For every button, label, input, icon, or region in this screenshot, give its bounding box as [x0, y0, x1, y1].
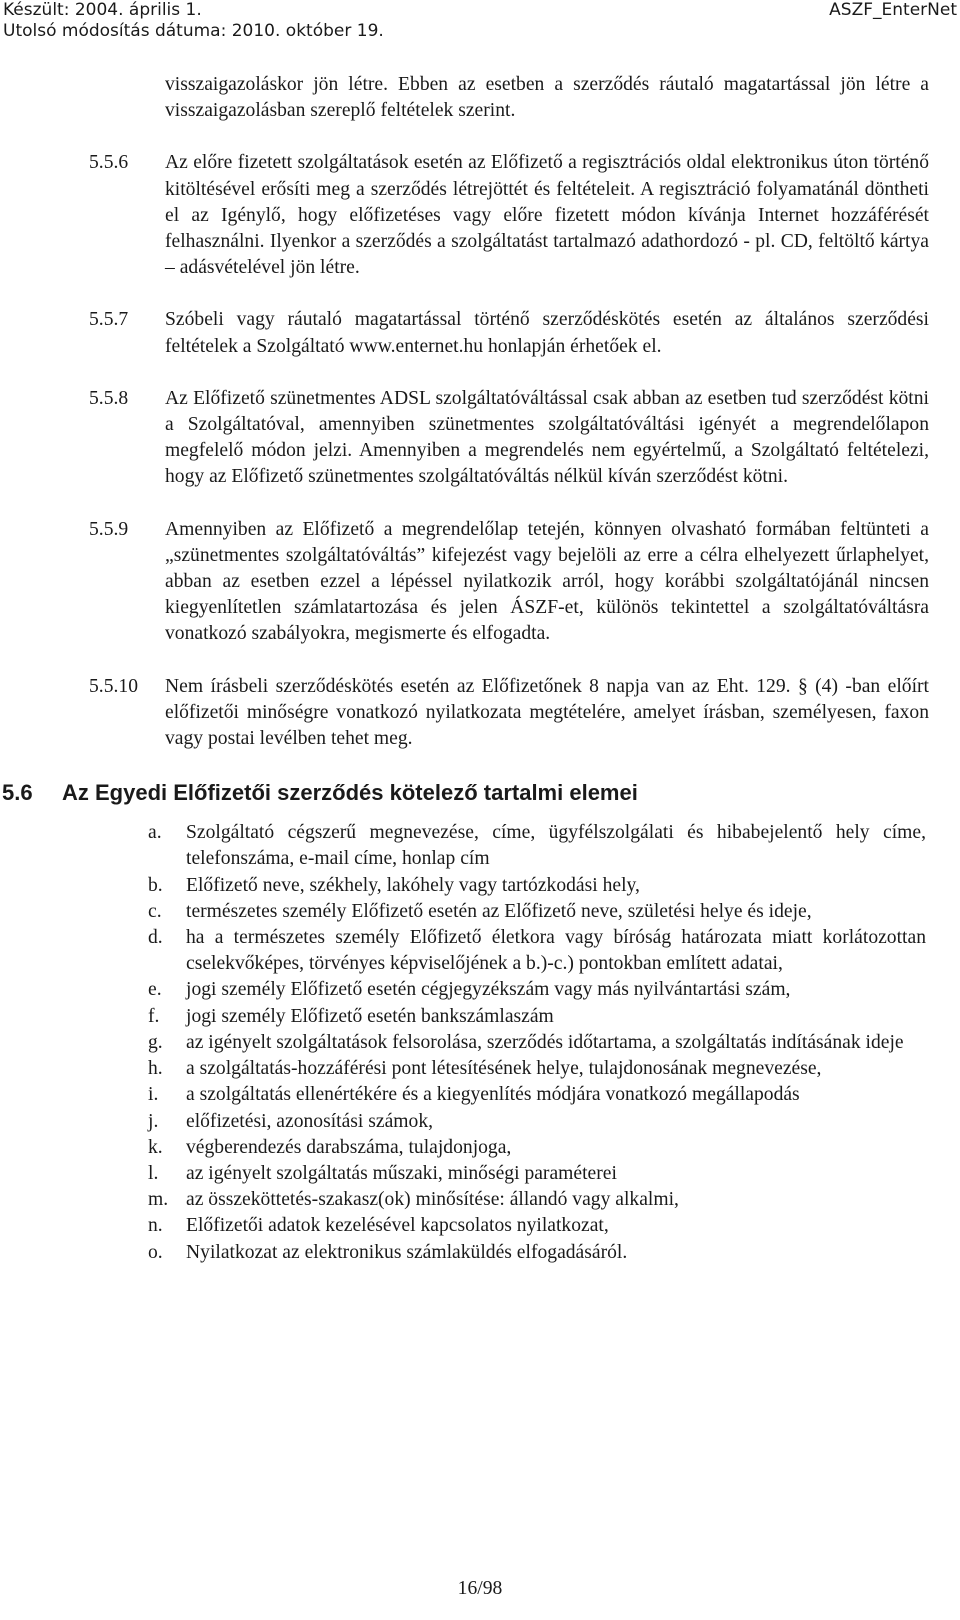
- list-item: [0, 873, 926, 899]
- list-item-text: Előfizető neve, székhely, lakóhely vagy tartózkodási hely,: [186, 874, 640, 896]
- list-item: [0, 1213, 926, 1239]
- list-item-text: végberendezés darabszáma, tulajdonjoga,: [186, 1136, 512, 1158]
- section-title: Az Egyedi Előfizetői szerződés kötelező tartalmi elemei: [62, 780, 638, 806]
- list-item-letter: f.: [148, 1005, 160, 1027]
- list-item-letter: c.: [148, 900, 162, 922]
- list-item-letter: k.: [148, 1136, 163, 1158]
- paragraph-text: Nem írásbeli szerződéskötés esetén az Előfizetőnek 8 napja van az Eht. 129. § (4) -ban előírt előfizetői minőségre vonatkozó nyilatkozata megtételére, amelyet írásban, személyesen, faxon vagy postai levélben tehet meg.: [165, 675, 929, 750]
- required-elements-list: [0, 820, 960, 1265]
- list-item: [0, 1109, 926, 1135]
- list-item-letter: a.: [148, 822, 162, 844]
- list-item: [0, 1187, 926, 1213]
- paragraph-5-5-10: [0, 674, 929, 753]
- list-item-letter: m.: [148, 1189, 169, 1211]
- intro-paragraph: [0, 72, 929, 124]
- paragraph-number: 5.5.10: [89, 675, 138, 697]
- list-item: [0, 820, 926, 872]
- paragraph-number: 5.5.9: [89, 518, 129, 540]
- list-item-text: természetes személy Előfizető esetén az Előfizető neve, születési helye és ideje,: [186, 900, 812, 922]
- paragraph-text: Szóbeli vagy ráutaló magatartással történő szerződéskötés esetén az általános szerződési feltételek a Szolgáltató www.enternet.hu honlapján érhetőek el.: [165, 309, 929, 357]
- list-item: [0, 899, 926, 925]
- list-item: [0, 1161, 926, 1187]
- list-item: [0, 1240, 926, 1266]
- paragraph-number: 5.5.7: [89, 309, 129, 331]
- section-heading: [0, 778, 960, 812]
- paragraph-5-5-8: [0, 386, 929, 491]
- section-number: 5.6: [2, 780, 33, 806]
- list-item-text: az igényelt szolgáltatás műszaki, minőségi paraméterei: [186, 1162, 617, 1184]
- document-name: ASZF_EnterNet: [829, 0, 957, 20]
- list-item-letter: j.: [148, 1110, 159, 1132]
- list-item-letter: d.: [148, 927, 163, 949]
- list-item-letter: e.: [148, 979, 162, 1001]
- list-item-letter: l.: [148, 1162, 159, 1184]
- list-item: [0, 1056, 926, 1082]
- list-item-text: jogi személy Előfizető esetén bankszámlaszám: [186, 1005, 554, 1027]
- document-body: [0, 72, 960, 1266]
- list-item: [0, 1030, 926, 1056]
- created-date: Készült: 2004. április 1.: [3, 0, 202, 20]
- list-item-text: Szolgáltató cégszerű megnevezése, címe, ügyfélszolgálati és hibabejelentő hely címe, telefonszáma, e-mail címe, honlap cím: [186, 822, 926, 870]
- list-item-letter: n.: [148, 1215, 163, 1237]
- paragraph-number: 5.5.6: [89, 152, 129, 174]
- list-item-text: előfizetési, azonosítási számok,: [186, 1110, 434, 1132]
- paragraph-text: Az Előfizető szünetmentes ADSL szolgáltatóváltással csak abban az esetben tud szerződést kötni a Szolgáltatóval, amennyiben szünetmentes szolgáltatóváltási igényét a megrendelőlapon megfelelő módon jelzi. Amennyiben a megrendelés nem egyértelmű, a Szolgáltató feltételezi, hogy az Előfizető szünetmentes szolgáltatóváltás nélkül kíván szerződést kötni.: [165, 387, 929, 488]
- list-item-text: Nyilatkozat az elektronikus számlaküldés elfogadásáról.: [186, 1241, 628, 1263]
- list-item-text: Előfizetői adatok kezelésével kapcsolatos nyilatkozat,: [186, 1215, 609, 1237]
- list-item-text: ha a természetes személy Előfizető életkora vagy bíróság határozata miatt korlátozottan cselekvőképes, törvényes képviselőjének a b.)-c.) pontokban említett adatai,: [186, 927, 926, 975]
- paragraph-number: 5.5.8: [89, 387, 129, 409]
- intro-text: visszaigazoláskor jön létre. Ebben az esetben a szerződés ráutaló magatartással jön létre a visszaigazolásban szereplő feltételek szerint.: [165, 74, 929, 122]
- list-item-letter: h.: [148, 1058, 163, 1080]
- list-item-text: az igényelt szolgáltatások felsorolása, szerződés időtartama, a szolgáltatás indításának ideje: [186, 1031, 904, 1053]
- list-item-text: jogi személy Előfizető esetén cégjegyzékszám vagy más nyilvántartási szám,: [186, 979, 791, 1001]
- list-item-letter: g.: [148, 1031, 163, 1053]
- page-header-left: [3, 0, 384, 42]
- paragraph-text: Amennyiben az Előfizető a megrendelőlap tetején, könnyen olvasható formában feltünteti a „szünetmentes szolgáltatóváltás” kifejezést vagy bejelöli az erre a célra elhelyezett űrlaphelyet, abban az esetben ezzel a lépéssel nyilatkozik arról, hogy korábbi szolgáltatójánál nincsen kiegyenlítetlen számlatartozása és jelen ÁSZF-et, különös tekintettel a szolgáltatóváltásra vonatkozó szabályokra, megismerte és elfogadta.: [165, 518, 929, 645]
- modified-date: Utolsó módosítás dátuma: 2010. október 19.: [3, 21, 384, 41]
- paragraph-5-5-9: [0, 517, 929, 648]
- list-item-text: az összeköttetés-szakasz(ok) minősítése: állandó vagy alkalmi,: [186, 1189, 679, 1211]
- page-number: 16/98: [457, 1578, 503, 1599]
- list-item-text: a szolgáltatás ellenértékére és a kiegyenlítés módjára vonatkozó megállapodás: [186, 1084, 800, 1106]
- list-item-text: a szolgáltatás-hozzáférési pont létesítésének helye, tulajdonosának megnevezése,: [186, 1058, 822, 1080]
- list-item: [0, 925, 926, 977]
- list-item: [0, 1004, 926, 1030]
- list-item-letter: i.: [148, 1084, 159, 1106]
- list-item-letter: o.: [148, 1241, 163, 1263]
- list-item: [0, 1082, 926, 1108]
- list-item: [0, 977, 926, 1003]
- list-item: [0, 1135, 926, 1161]
- paragraph-5-5-6: [0, 150, 929, 281]
- paragraph-5-5-7: [0, 307, 929, 359]
- list-item-letter: b.: [148, 874, 163, 896]
- paragraph-text: Az előre fizetett szolgáltatások esetén az Előfizető a regisztrációs oldal elektronikus úton történő kitöltésével erősíti meg a szerződés létrejöttét és feltételeit. A regisztráció folyamatánál döntheti el az Igénylő, hogy előfizetéses vagy előre fizetett módon kívánja Internet hozzáférését felhasználni. Ilyenkor a szerződés a szolgáltatást tartalmazó adathordozó - pl. CD, feltöltő kártya – adásvételével jön létre.: [165, 152, 929, 279]
